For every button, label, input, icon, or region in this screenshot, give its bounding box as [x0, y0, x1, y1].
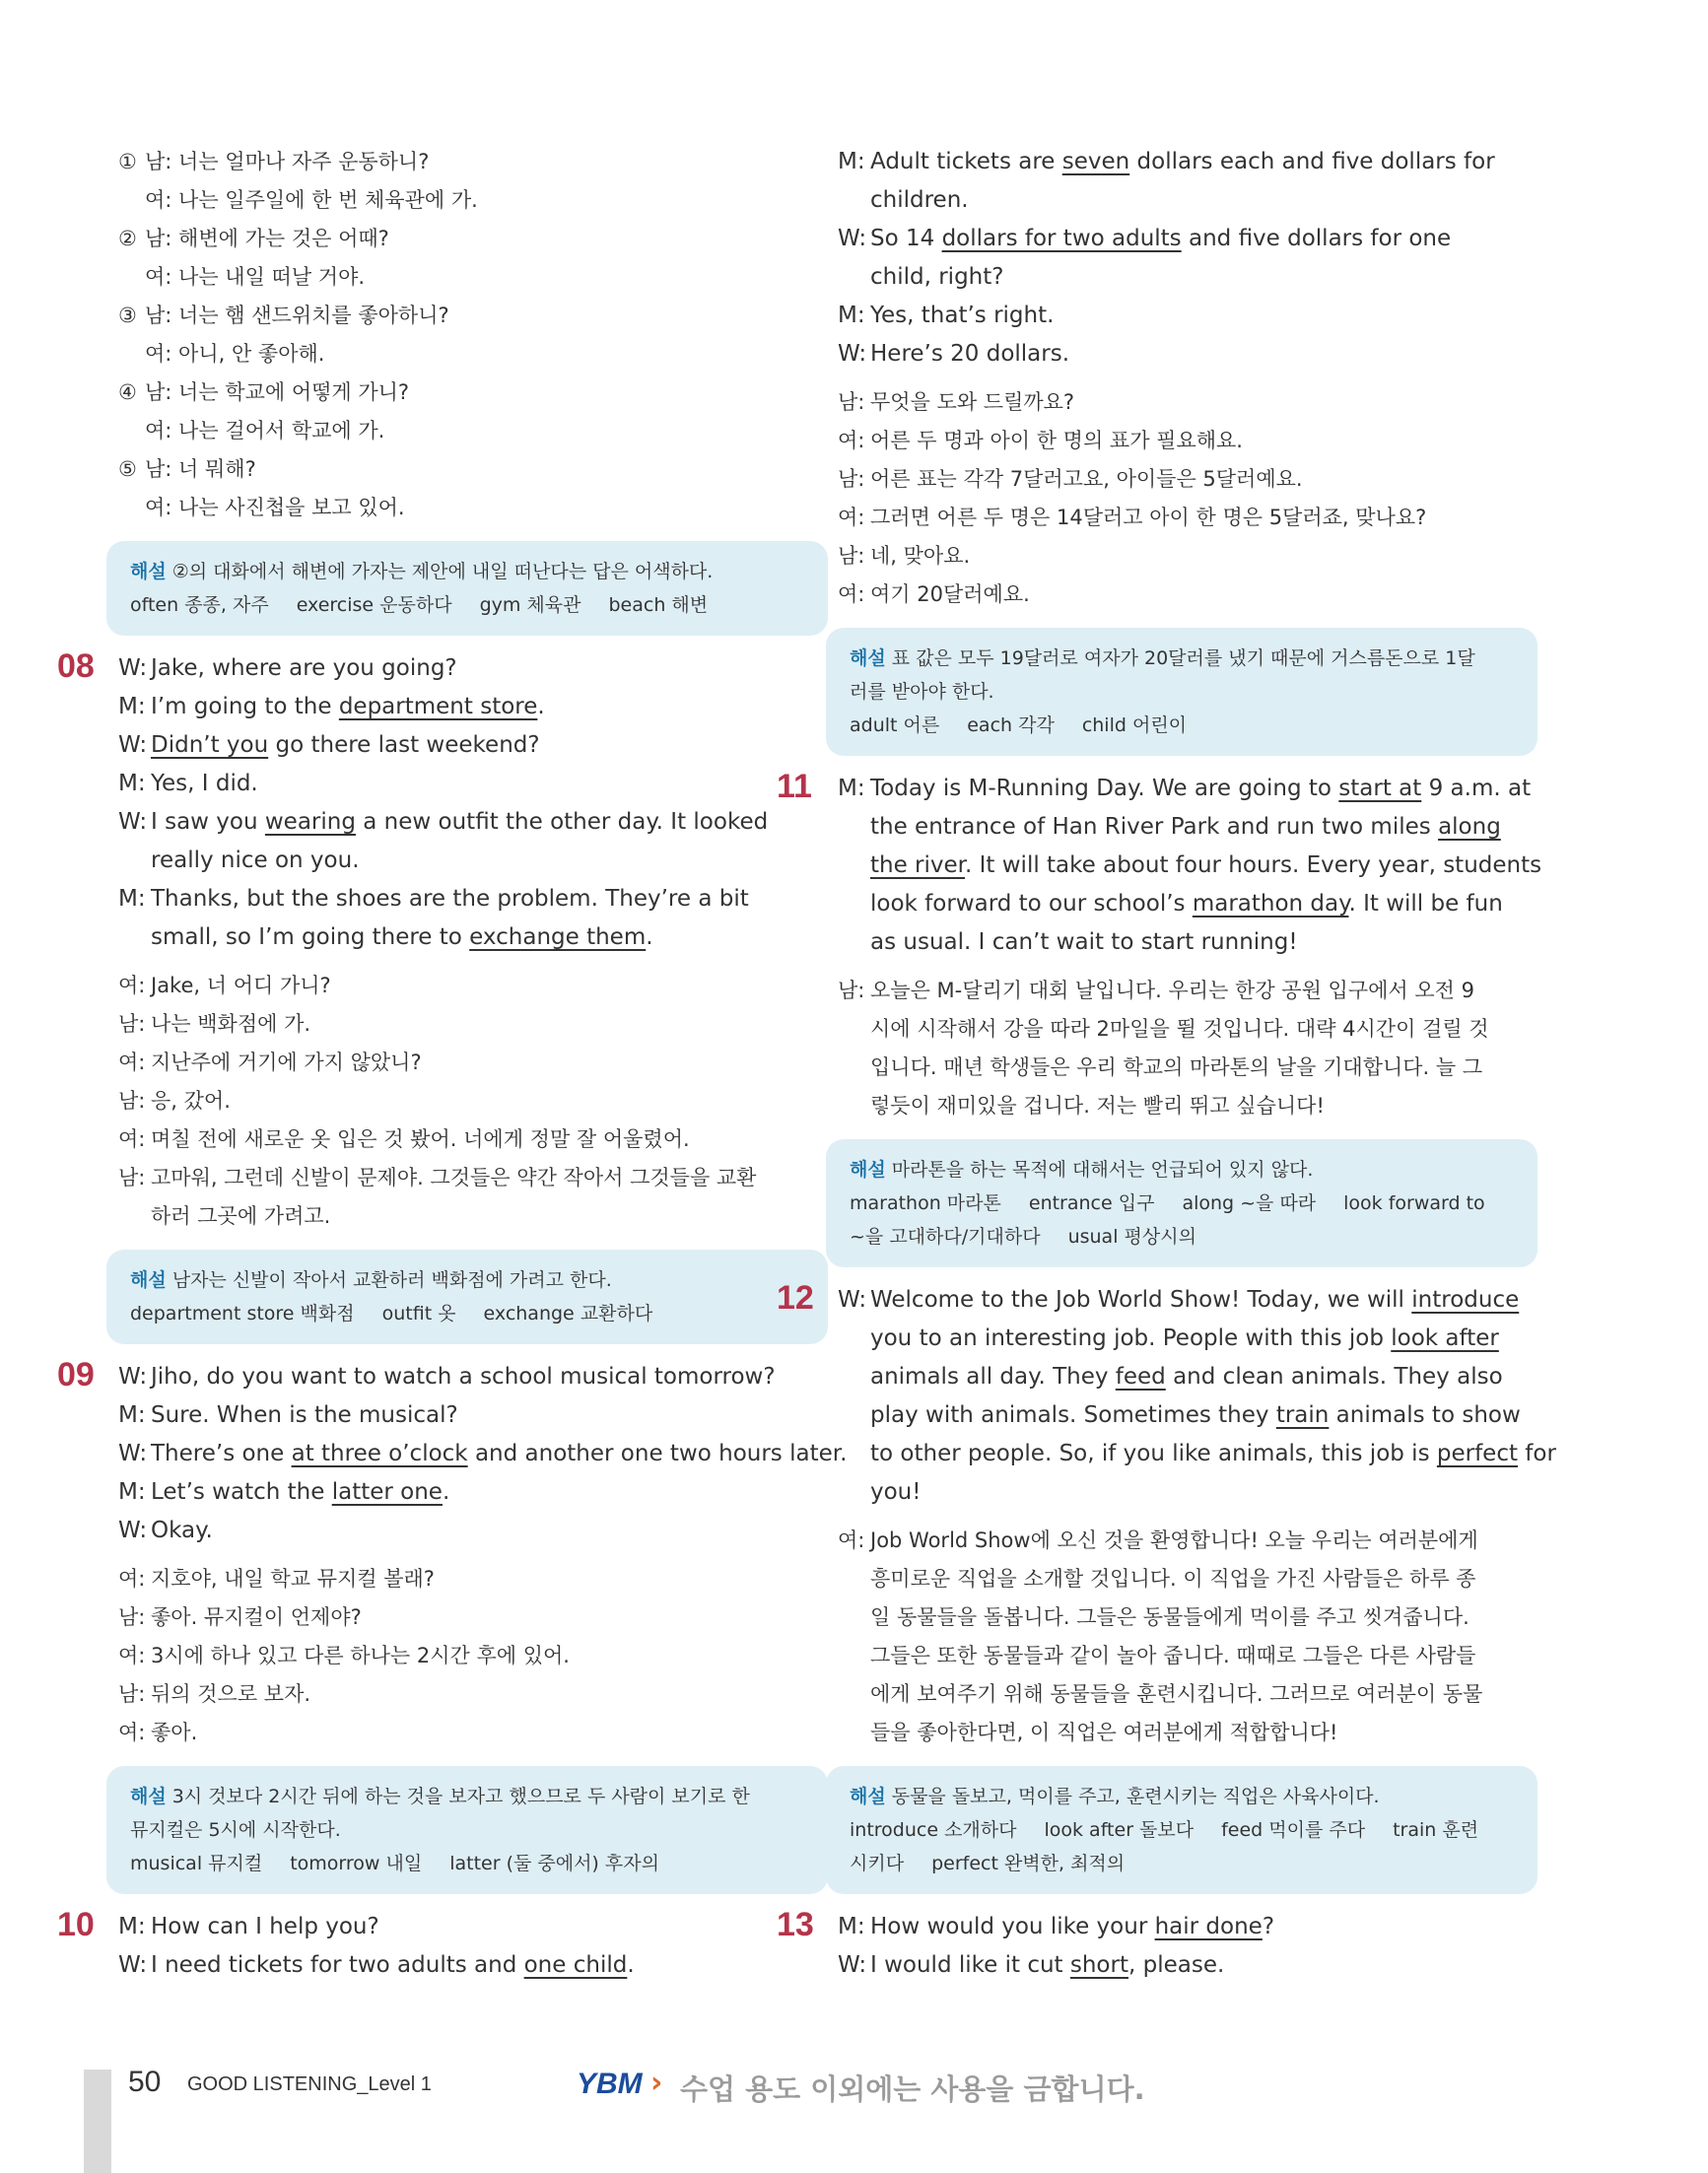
vocab-item: entrance 입구	[1028, 1192, 1155, 1214]
vocab-item: usual 평상시의	[1067, 1226, 1196, 1248]
blank-answer: department store	[338, 694, 538, 719]
script-line: you!	[870, 1479, 922, 1505]
option-5: ⑤ 남: 너 뭐해?	[118, 457, 256, 481]
script-line: play with animals. Sometimes they train animals to show	[870, 1402, 1521, 1428]
blank-answer: wearing	[264, 809, 356, 835]
english-script	[838, 770, 1542, 962]
korean-translation	[118, 1560, 828, 1752]
vocab-item: adult 어른	[850, 714, 940, 736]
explanation-text: 마라톤을 하는 목적에 대해서는 언급되어 있지 않다.	[891, 1159, 1314, 1181]
script-line: M: I’m going to the department store.	[118, 694, 545, 719]
translation-line: 남: 오늘은 M-달리기 대회 날입니다. 우리는 한강 공원 입구에서 오전 9	[838, 979, 1474, 1002]
vocab-item: tomorrow 내일	[290, 1853, 423, 1874]
script-line: M: Let’s watch the latter one.	[118, 1479, 450, 1505]
script-line: W: Jake, where are you going?	[118, 655, 457, 681]
explanation-text: 동물을 돌보고, 먹이를 주고, 훈련시키는 직업은 사육사이다.	[891, 1786, 1380, 1807]
translation-line: 남: 뒤의 것으로 보자.	[118, 1682, 311, 1706]
script-line: M: Adult tickets are seven dollars each and five dollars for	[838, 149, 1495, 174]
script-line: W: I need tickets for two adults and one child.	[118, 1952, 635, 1978]
option-1-reply: 여: 나는 일주일에 한 번 체육관에 가.	[145, 188, 478, 212]
translation-line: 남: 고마워, 그런데 신발이 문제야. 그것들은 약간 작아서 그것들을 교환	[118, 1166, 757, 1189]
blank-answer: seven	[1061, 149, 1130, 174]
vocab-list	[850, 1813, 1516, 1847]
blank-answer: start at	[1338, 776, 1422, 801]
script-line: W: I would like it cut short, please.	[838, 1952, 1225, 1978]
blank-answer: Didn’t you	[151, 732, 269, 758]
script-line: M: Yes, that’s right.	[838, 303, 1055, 328]
option-2: ② 남: 해변에 가는 것은 어때?	[118, 227, 389, 250]
q09-explanation	[106, 1766, 828, 1894]
korean-translation	[838, 383, 1537, 614]
left-column	[57, 143, 848, 1985]
option-3-reply: 여: 아니, 안 좋아해.	[145, 342, 325, 366]
option-2-reply: 여: 나는 내일 떠날 거야.	[145, 265, 366, 289]
blank-answer: feed	[1115, 1364, 1166, 1390]
vocab-list	[130, 1847, 806, 1880]
script-line: children.	[870, 187, 969, 213]
question-number: 12	[777, 1279, 814, 1317]
explanation-text: 뮤지컬은 5시에 시작한다.	[130, 1819, 341, 1841]
vocab-list	[850, 709, 1516, 742]
question-12	[777, 1279, 1556, 1894]
blank-answer: exchange them	[469, 924, 647, 950]
explanation-text: 표 값은 모두 19달러로 여자가 20달러를 냈기 때문에 거스름돈으로 1달	[891, 647, 1475, 669]
vocab-item: marathon 마라톤	[850, 1192, 1001, 1214]
script-line: to other people. So, if you like animals, this job is perfect for	[870, 1441, 1556, 1466]
vocab-item: perfect 완벽한, 최적의	[931, 1853, 1126, 1874]
explanation-tag: 해설	[850, 1786, 886, 1807]
vocab-list	[850, 1187, 1516, 1220]
option-5-reply: 여: 나는 사진첩을 보고 있어.	[145, 496, 405, 519]
vocab-item: gym 체육관	[479, 594, 581, 616]
question-10-continued	[838, 143, 1537, 756]
script-line: M: Yes, I did.	[118, 771, 258, 796]
explanation-tag: 해설	[130, 561, 167, 582]
translation-line: 여: 3시에 하나 있고 다른 하나는 2시간 후에 있어.	[118, 1644, 570, 1667]
script-line: the river. It will take about four hours. Every year, students	[870, 852, 1542, 878]
blank-answer: dollars for two adults	[941, 226, 1182, 251]
translation-line: 그들은 또한 동물들과 같이 놀아 줍니다. 때때로 그들은 다른 사람들	[870, 1644, 1476, 1667]
english-script	[118, 1358, 848, 1550]
vocab-item: each 각각	[967, 714, 1055, 736]
script-line: M: Today is M-Running Day. We are going to start at 9 a.m. at	[838, 776, 1532, 801]
vocab-item: department store 백화점	[130, 1303, 355, 1324]
question-08	[57, 647, 828, 1344]
q07-options	[118, 143, 828, 527]
korean-translation	[838, 972, 1537, 1125]
script-line: small, so I’m going there to exchange them.	[151, 924, 653, 950]
explanation-text: 러를 받아야 한다.	[850, 681, 994, 703]
script-line: W: Okay.	[118, 1518, 213, 1543]
explanation-tag: 해설	[130, 1269, 167, 1291]
book-title: GOOD LISTENING_Level 1	[187, 2073, 432, 2095]
script-line: as usual. I can’t wait to start running!	[870, 929, 1298, 955]
translation-line: 남: 어른 표는 각각 7달러고요, 아이들은 5달러예요.	[838, 467, 1303, 491]
question-number: 08	[57, 647, 95, 685]
korean-translation	[118, 967, 828, 1236]
translation-line: 하러 그곳에 가려고.	[151, 1204, 331, 1228]
translation-line: 시에 시작해서 강을 따라 2마일을 뛸 것입니다. 대략 4시간이 걸릴 것	[870, 1017, 1489, 1041]
translation-line: 들을 좋아한다면, 이 직업은 여러분에게 적합합니다!	[870, 1721, 1338, 1744]
q10-explanation	[826, 628, 1537, 756]
vocab-item: look forward to	[1343, 1192, 1485, 1214]
question-number: 09	[57, 1356, 95, 1393]
right-column	[777, 143, 1556, 1985]
script-line: you to an interesting job. People with this job look after	[870, 1325, 1499, 1351]
translation-line: 여: 여기 20달러예요.	[838, 582, 1030, 606]
vocab-item: musical 뮤지컬	[130, 1853, 263, 1874]
script-line: W: Welcome to the Job World Show! Today, we will introduce	[838, 1287, 1520, 1313]
vocab-item: exchange 교환하다	[483, 1303, 653, 1324]
script-line: animals all day. They feed and clean animals. They also	[870, 1364, 1503, 1390]
script-line: child, right?	[870, 264, 1004, 290]
translation-line: 여: 지난주에 거기에 가지 않았니?	[118, 1051, 422, 1074]
blank-answer: along	[1438, 814, 1501, 840]
vocab-list	[130, 588, 806, 622]
blank-answer: short	[1069, 1952, 1128, 1978]
option-1: ① 남: 너는 얼마나 자주 운동하니?	[118, 150, 430, 173]
vocab-item: latter (둘 중에서) 후자의	[449, 1853, 659, 1874]
script-line: look forward to our school’s marathon day. It will be fun	[870, 891, 1503, 917]
page-number: 50	[128, 2066, 162, 2098]
question-09	[57, 1356, 848, 1894]
translation-line: 남: 나는 백화점에 가.	[118, 1012, 311, 1036]
translation-line: 남: 무엇을 도와 드릴까요?	[838, 390, 1075, 414]
option-3: ③ 남: 너는 햄 샌드위치를 좋아하니?	[118, 304, 449, 327]
translation-line: 에게 보여주기 위해 동물들을 훈련시킵니다. 그러므로 여러분이 동물	[870, 1682, 1483, 1706]
q11-explanation	[826, 1139, 1537, 1267]
blank-answer: one child	[523, 1952, 628, 1978]
blank-answer: perfect	[1436, 1441, 1518, 1466]
script-line: W: Didn’t you go there last weekend?	[118, 732, 540, 758]
explanation-tag: 해설	[850, 647, 886, 669]
script-line: W: Jiho, do you want to watch a school musical tomorrow?	[118, 1364, 776, 1390]
blank-answer: marathon day	[1192, 891, 1349, 917]
q07-explanation	[106, 541, 828, 636]
translation-line: 남: 좋아. 뮤지컬이 언제야?	[118, 1605, 362, 1629]
blank-answer: look after	[1391, 1325, 1499, 1351]
english-script	[838, 1908, 1537, 1985]
explanation-tag: 해설	[130, 1786, 167, 1807]
vocab-item: train 훈련	[1393, 1819, 1479, 1841]
translation-line: 흥미로운 직업을 소개할 것입니다. 이 직업을 가진 사람들은 하루 종	[870, 1567, 1476, 1591]
question-number: 13	[777, 1906, 814, 1943]
english-script	[838, 1281, 1556, 1512]
vocab-item: beach 해변	[608, 594, 709, 616]
vocab-list	[850, 1847, 1516, 1880]
script-line: the entrance of Han River Park and run two miles along	[870, 814, 1501, 840]
explanation-text: ②의 대화에서 해변에 가자는 제안에 내일 떠난다는 답은 어색하다.	[171, 561, 714, 582]
vocab-item: feed 먹이를 주다	[1221, 1819, 1366, 1841]
usage-warning: 수업 용도 이외에는 사용을 금합니다.	[680, 2072, 1145, 2106]
translation-line: 여: 좋아.	[118, 1721, 198, 1744]
vocab-item: along ~을 따라	[1182, 1192, 1317, 1214]
translation-line: 여: Jake, 너 어디 가니?	[118, 974, 331, 997]
question-11	[777, 768, 1542, 1267]
blank-answer: latter one	[331, 1479, 443, 1505]
blank-answer: the river	[870, 852, 966, 878]
script-line: M: Sure. When is the musical?	[118, 1402, 458, 1428]
script-line: W: There’s one at three o’clock and another one two hours later.	[118, 1441, 848, 1466]
translation-line: 여: Job World Show에 오신 것을 환영합니다! 오늘 우리는 여러분에게	[838, 1528, 1478, 1552]
vocab-item: look after 돌보다	[1044, 1819, 1195, 1841]
explanation-tag: 해설	[850, 1159, 886, 1181]
script-line: M: How can I help you?	[118, 1914, 379, 1939]
q12-explanation	[826, 1766, 1537, 1894]
vocab-item: outfit 옷	[381, 1303, 456, 1324]
question-10	[57, 1906, 828, 1985]
chevron-right-icon: ›	[650, 2066, 663, 2100]
vocab-item: exercise 운동하다	[296, 594, 452, 616]
script-line: M: Thanks, but the shoes are the problem. They’re a bit	[118, 886, 749, 912]
vocab-item: child 어린이	[1081, 714, 1188, 736]
script-line: W: Here’s 20 dollars.	[838, 341, 1070, 367]
translation-line: 남: 네, 맞아요.	[838, 544, 971, 568]
vocab-item: often 종종, 자주	[130, 594, 269, 616]
ybm-logo: YBM	[577, 2068, 643, 2100]
blank-answer: train	[1275, 1402, 1330, 1428]
korean-translation	[838, 1522, 1537, 1752]
translation-line: 여: 며칠 전에 새로운 옷 입은 것 봤어. 너에게 정말 잘 어울렸어.	[118, 1127, 690, 1151]
english-script	[118, 1908, 828, 1985]
blank-answer: hair done	[1154, 1914, 1263, 1939]
vocab-list	[850, 1220, 1516, 1254]
question-number: 10	[57, 1906, 95, 1943]
english-script	[118, 649, 828, 957]
explanation-text: 남자는 신발이 작아서 교환하러 백화점에 가려고 한다.	[171, 1269, 612, 1291]
question-number: 11	[777, 768, 812, 805]
footer-bar	[84, 2070, 111, 2173]
script-line: really nice on you.	[151, 848, 360, 873]
vocab-list	[130, 1297, 806, 1330]
translation-line: 여: 지호야, 내일 학교 뮤지컬 볼래?	[118, 1567, 435, 1591]
q08-explanation	[106, 1250, 828, 1344]
vocab-item: ~을 고대하다/기대하다	[850, 1226, 1041, 1248]
vocab-item: introduce 소개하다	[850, 1819, 1017, 1841]
question-13	[777, 1906, 1537, 1985]
translation-line: 렇듯이 재미있을 겁니다. 저는 빨리 뛰고 싶습니다!	[870, 1094, 1325, 1118]
vocab-item: 시키다	[850, 1853, 905, 1874]
option-4-reply: 여: 나는 걸어서 학교에 가.	[145, 419, 385, 442]
translation-line: 여: 어른 두 명과 아이 한 명의 표가 필요해요.	[838, 429, 1243, 452]
script-line: W: So 14 dollars for two adults and five dollars for one	[838, 226, 1452, 251]
translation-line: 입니다. 매년 학생들은 우리 학교의 마라톤의 날을 기대합니다. 늘 그	[870, 1055, 1483, 1079]
translation-line: 남: 응, 갔어.	[118, 1089, 231, 1113]
blank-answer: introduce	[1411, 1287, 1520, 1313]
translation-line: 일 동물들을 돌봅니다. 그들은 동물들에게 먹이를 주고 씻겨줍니다.	[870, 1605, 1469, 1629]
translation-line: 여: 그러면 어른 두 명은 14달러고 아이 한 명은 5달러죠, 맞나요?	[838, 506, 1427, 529]
english-script	[838, 143, 1537, 373]
blank-answer: at three o’clock	[291, 1441, 468, 1466]
script-line: W: I saw you wearing a new outfit the other day. It looked	[118, 809, 769, 835]
explanation-text: 3시 것보다 2시간 뒤에 하는 것을 보자고 했으므로 두 사람이 보기로 한	[171, 1786, 750, 1807]
script-line: M: How would you like your hair done?	[838, 1914, 1275, 1939]
option-4: ④ 남: 너는 학교에 어떻게 가니?	[118, 380, 410, 404]
